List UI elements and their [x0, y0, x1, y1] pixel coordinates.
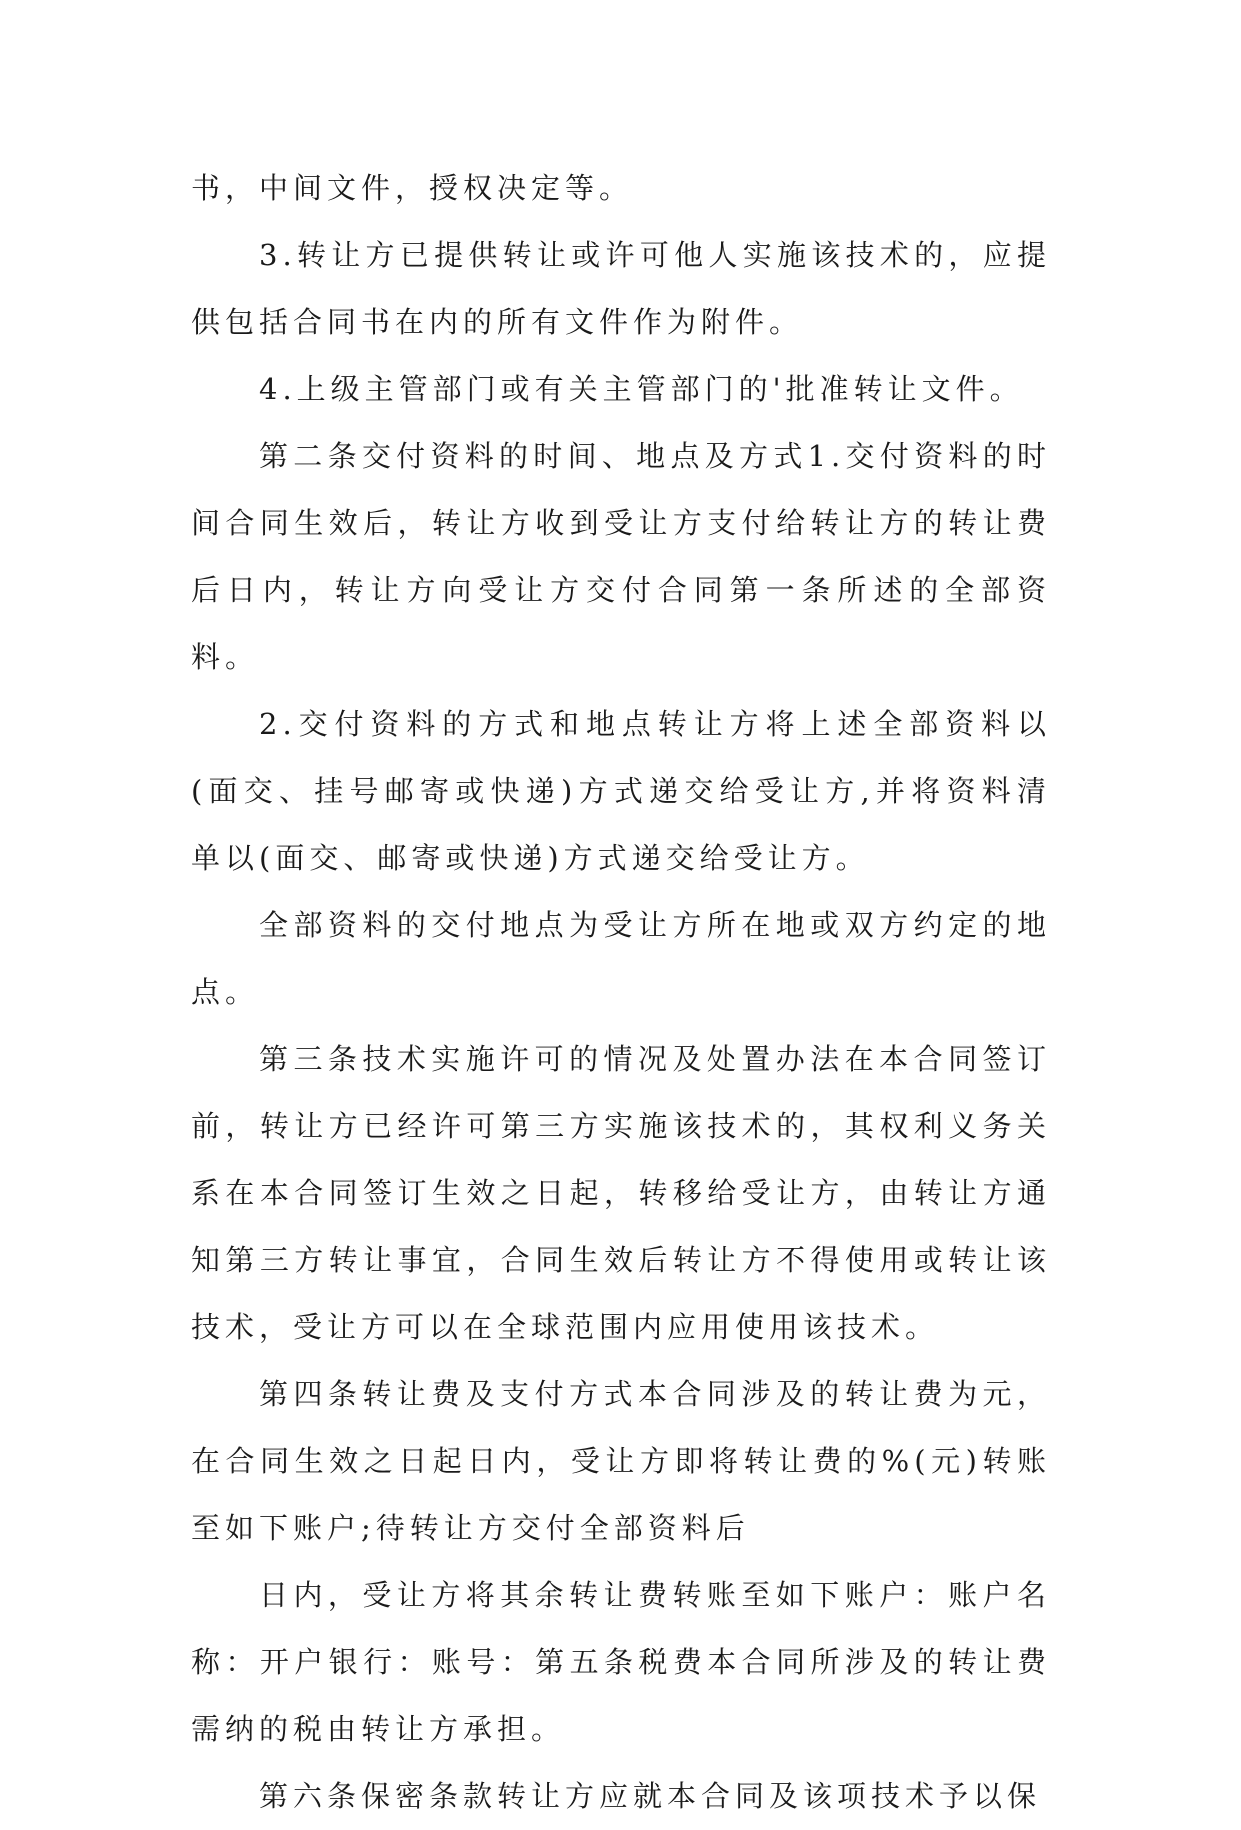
paragraph-1: 书，中间文件，授权决定等。 — [191, 171, 634, 205]
paragraph-2: 3.转让方已提供转让或许可他人实施该技术的，应提供包括合同书在内的所有文件作为附件。 — [191, 238, 1051, 339]
paragraph-10: 第六条保密条款转让方应就本合同及该项技术予以保 — [259, 1779, 1042, 1813]
document-body — [191, 155, 1051, 1830]
paragraph-6: 全部资料的交付地点为受让方所在地或双方约定的地点。 — [191, 908, 1051, 1009]
paragraph-4: 第二条交付资料的时间、地点及方式1.交付资料的时间合同生效后，转让方收到受让方支付给转让方的转让费后日内，转让方向受让方交付合同第一条所述的全部资料。 — [191, 439, 1051, 674]
paragraph-5: 2.交付资料的方式和地点转让方将上述全部资料以(面交、挂号邮寄或快递)方式递交给受让方,并将资料清单以(面交、邮寄或快递)方式递交给受让方。 — [191, 707, 1051, 875]
paragraph-8: 第四条转让费及支付方式本合同涉及的转让费为元，在合同生效之日起日内，受让方即将转让费的%(元)转账至如下账户;待转让方交付全部资料后 — [191, 1377, 1051, 1545]
paragraph-9: 日内，受让方将其余转让费转账至如下账户：账户名称：开户银行：账号：第五条税费本合同所涉及的转让费需纳的税由转让方承担。 — [191, 1578, 1051, 1746]
paragraph-7: 第三条技术实施许可的情况及处置办法在本合同签订前，转让方已经许可第三方实施该技术的，其权利义务关系在本合同签订生效之日起，转移给受让方，由转让方通知第三方转让事宜，合同生效后转让方不得使用或转让该技术，受让方可以在全球范围内应用使用该技术。 — [191, 1042, 1051, 1344]
paragraph-3: 4.上级主管部门或有关主管部门的'批准转让文件。 — [259, 372, 1024, 406]
